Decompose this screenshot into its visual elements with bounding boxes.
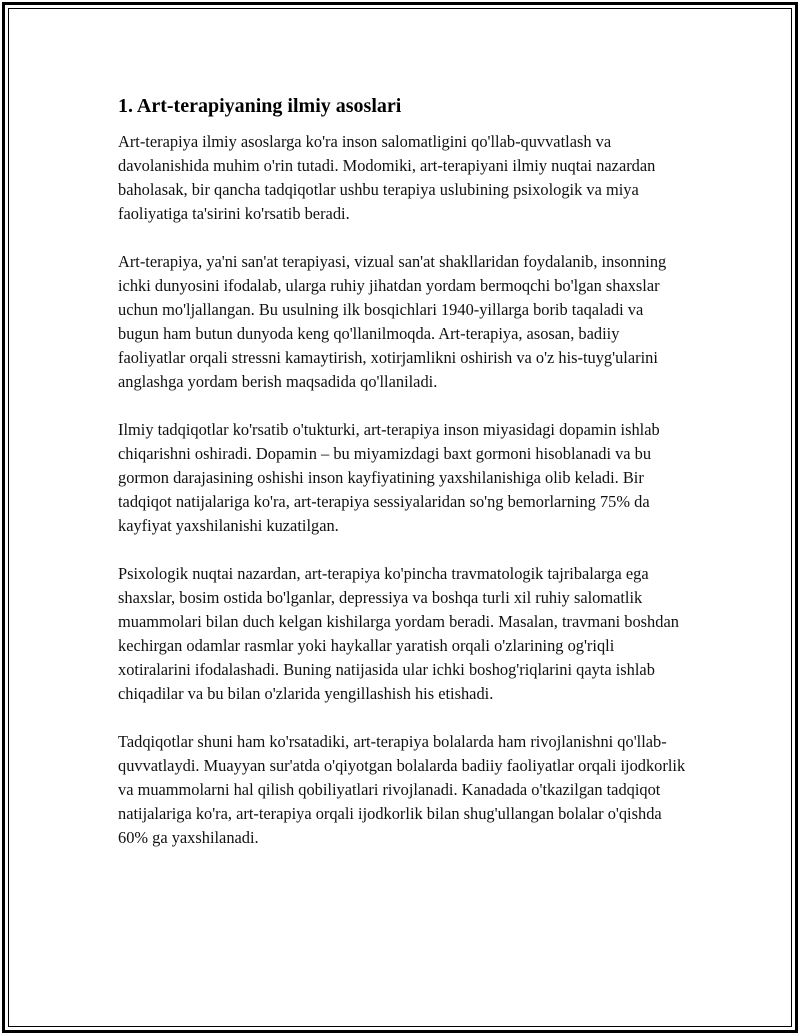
paragraph-4: Psixologik nuqtai nazardan, art-terapiya ko'pincha travmatologik tajribalarga ega shaxslar, bosim ostida bo'lganlar, depressiya va boshqa turli xil ruhiy salomatlik muammolari bilan duch kelgan kishilarga yordam beradi. Masalan, travmani boshdan kechirgan odamlar rasmlar yoki haykallar yaratish orqali o'zlarining og'riqli xotiralarini ifodalashadi. Buning natijasida ular ichki boshog'riqlarini qayta ishlab chiqadilar va bu bilan o'zlarida yengillashish his etishadi.: [118, 564, 679, 703]
paragraph-1: Art-terapiya ilmiy asoslarga ko'ra inson salomatligini qo'llab-quvvatlash va davolanishida muhim o'rin tutadi. Modomiki, art-terapiyani ilmiy nuqtai nazardan baholasak, bir qancha tadqiqotlar ushbu terapiya uslubining psixologik va miya faoliyatiga ta'sirini ko'rsatib beradi.: [118, 132, 656, 223]
document-body: [118, 92, 688, 874]
paragraph-5: Tadqiqotlar shuni ham ko'rsatadiki, art-terapiya bolalarda ham rivojlanishni qo'llab-quvvatlaydi. Muayyan sur'atda o'qiyotgan bolalarda badiiy faoliyatlar orqali ijodkorlik va muammolarni hal qilish qobiliyatlari rivojlanadi. Kanadada o'tkazilgan tadqiqot natijalariga ko'ra, art-terapiya orqali ijodkorlik bilan shug'ullangan bolalar o'qishda 60% ga yaxshilanadi.: [118, 732, 686, 847]
paragraph-3: Ilmiy tadqiqotlar ko'rsatib o'tukturki, art-terapiya inson miyasidagi dopamin ishlab chiqarishni oshiradi. Dopamin – bu miyamizdagi baxt gormoni hisoblanadi va bu gormon darajasining oshishi inson kayfiyatining yaxshilanishiga olib keladi. Bir tadqiqot natijalariga ko'ra, art-terapiya sessiyalaridan so'ng bemorlarning 75% da kayfiyat yaxshilanishi kuzatilgan.: [118, 420, 660, 535]
section-heading: 1. Art-terapiyaning ilmiy asoslari: [118, 95, 402, 117]
paragraph-2: Art-terapiya, ya'ni san'at terapiyasi, vizual san'at shakllaridan foydalanib, insonning ichki dunyosini ifodalab, ularga ruhiy jihatdan yordam bermoqchi bo'lgan shaxslar uchun mo'ljallangan. Bu usulning ilk bosqichlari 1940-yillarga borib taqaladi va bugun ham butun dunyoda keng qo'llanilmoqda. Art-terapiya, asosan, badiiy faoliyatlar orqali stressni kamaytirish, xotirjamlikni oshirish va o'z his-tuyg'ularini anglashga yordam berish maqsadida qo'llaniladi.: [118, 252, 667, 391]
